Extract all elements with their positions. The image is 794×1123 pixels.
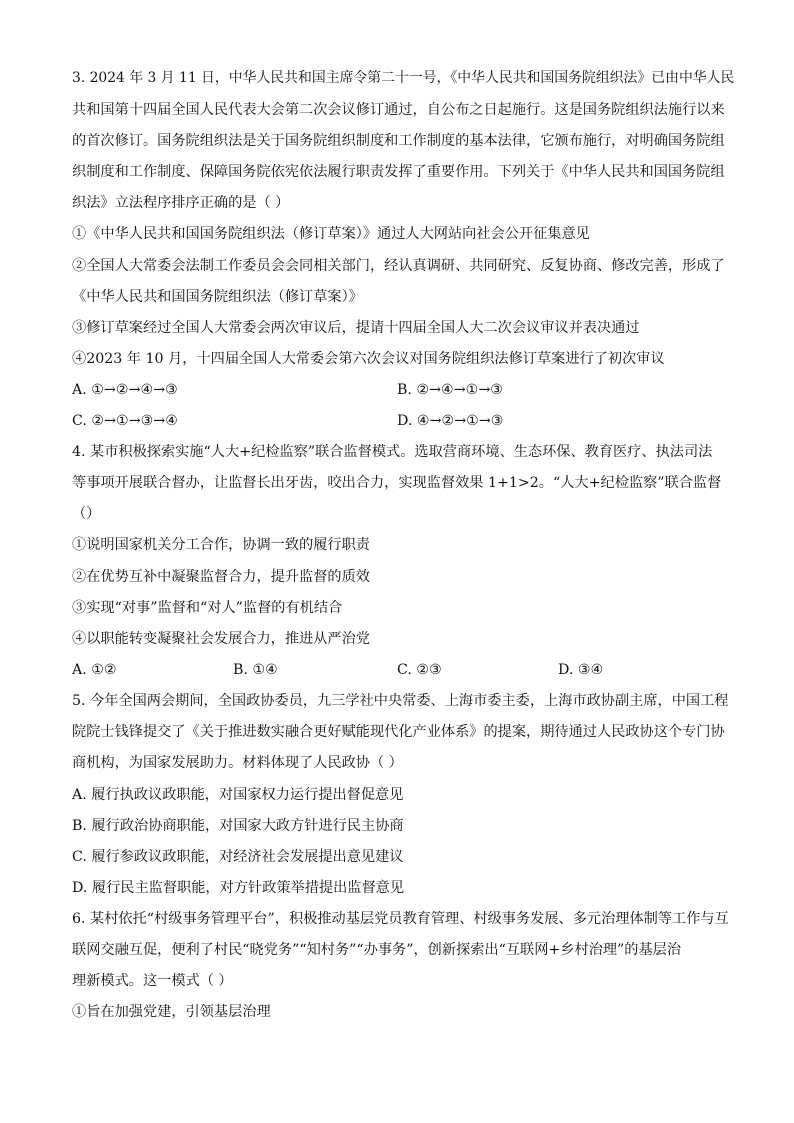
q3-option-b[interactable]: B. ②→④→①→③ [397,382,503,398]
q3-item-4: ④2023 年 10 月，十四届全国人大常委会第六次会议对国务院组织法修订草案进行了初次审议 [72,351,665,367]
q3-item-3: ③修订草案经过全国人大常委会两次审议后，提请十四届全国人大二次会议审议并表决通过 [72,320,640,336]
q3-option-c[interactable]: C. ②→①→③→④ [72,413,178,429]
q4-stem-line-3: （） [72,506,101,522]
q6-stem-line-3: 理新模式。这一模式（ ） [72,973,233,989]
q4-option-d[interactable]: D. ③④ [558,662,604,678]
q6-item-1: ①旨在加强党建，引领基层治理 [72,1004,271,1020]
q5-option-c[interactable]: C. 履行参政议政职能，对经济社会发展提出意见建议 [72,849,404,865]
q3-stem-line-4: 织制度和工作制度、保障国务院依宪依法履行职责发挥了重要作用。下列关于《中华人民共和国国务院组 [72,164,725,180]
q4-stem-line-2: 等事项开展联合督办，让监督长出牙齿，咬出合力，实现监督效果 1+1>2。“人大+纪检监察”联合监督 [72,475,722,491]
q4-stem-line-1: 4. 某市积极探索实施“人大+纪检监察”联合监督模式。选取营商环境、生态环保、教育医疗、执法司法 [72,444,713,460]
q5-stem-line-1: 5. 今年全国两会期间，全国政协委员，九三学社中央常委、上海市委主委，上海市政协副主席，中国工程 [72,693,729,709]
q3-stem-line-3: 的首次修订。国务院组织法是关于国务院组织制度和工作制度的基本法律，它颁布施行，对明确国务院组 [72,133,725,149]
q6-stem-line-1: 6. 某村依托“村级事务管理平台”，积极推动基层党员教育管理、村级事务发展、多元治理体制等工作与互 [72,911,729,927]
q5-option-d[interactable]: D. 履行民主监督职能，对方针政策举措提出监督意见 [72,880,405,896]
q5-option-a[interactable]: A. 履行执政议政职能，对国家权力运行提出督促意见 [72,787,404,803]
q5-option-b[interactable]: B. 履行政治协商职能，对国家大政方针进行民主协商 [72,818,404,834]
q5-stem-line-3: 商机构，为国家发展助力。材料体现了人民政协（ ） [72,755,403,771]
q4-item-3: ③实现“对事”监督和“对人”监督的有机结合 [72,600,343,616]
q3-item-2-cont: 《中华人民共和国国务院组织法（修订草案）》 [72,289,363,305]
q4-option-a[interactable]: A. ①② [72,662,117,678]
q3-option-d[interactable]: D. ④→②→①→③ [397,413,504,429]
q3-stem-line-5: 织法》立法程序排序正确的是（ ） [72,195,290,211]
q4-item-1: ①说明国家机关分工合作，协调一致的履行职责 [72,537,370,553]
q3-option-a[interactable]: A. ①→②→④→③ [72,382,178,398]
q4-item-4: ④以职能转变凝聚社会发展合力，推进从严治党 [72,631,370,647]
q3-stem-line-1: 3. 2024 年 3 月 11 日，中华人民共和国主席令第二十一号，《中华人民共和国国务院组织法》已由中华人民 [72,70,735,86]
q4-option-c[interactable]: C. ②③ [397,662,442,678]
q5-stem-line-2: 院院士钱锋提交了《关于推进数实融合更好赋能现代化产业体系》的提案，期待通过人民政协这个专门协 [72,724,725,740]
q4-item-2: ②在优势互补中凝聚监督合力，提升监督的质效 [72,569,370,585]
q4-option-b[interactable]: B. ①④ [233,662,278,678]
q3-item-2: ②全国人大常委会法制工作委员会会同相关部门，经认真调研、共同研究、反复协商、修改完善，形成了 [72,258,725,274]
q6-stem-line-2: 联网交融互促，便利了村民“晓党务”“知村务”“办事务”，创新探索出“互联网+乡村治理”的基层治 [72,942,682,958]
q3-item-1: ①《中华人民共和国国务院组织法（修订草案）》通过人大网站向社会公开征集意见 [72,226,590,242]
q3-stem-line-2: 共和国第十四届全国人民代表大会第二次会议修订通过，自公布之日起施行。这是国务院组织法施行以来 [72,102,725,118]
